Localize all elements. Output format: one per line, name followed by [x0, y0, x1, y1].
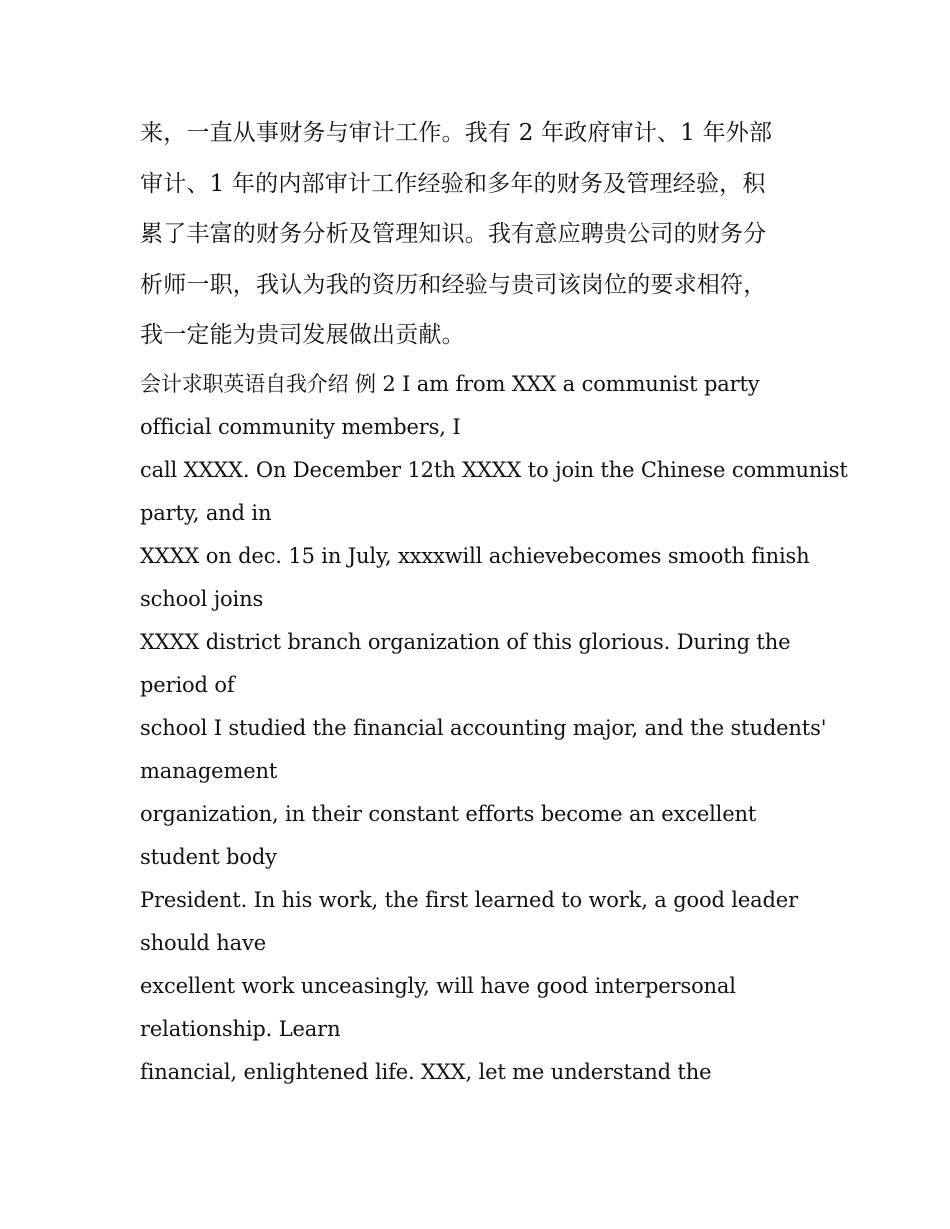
text-line: XXXX district branch organization of this glorious. During the [140, 629, 791, 654]
english-self-introduction [140, 363, 848, 1094]
text-line: student body [140, 844, 277, 869]
text-line: relationship. Learn [140, 1016, 341, 1041]
text-line: should have [140, 930, 266, 955]
text-line: 析师一职，我认为我的资历和经验与贵司该岗位的要求相符， [140, 271, 767, 298]
text-line: school I studied the financial accounting major, and the students' [140, 715, 827, 740]
text-line: 审计、1 年的内部审计工作经验和多年的财务及管理经验，积 [140, 170, 766, 197]
text-line: management [140, 758, 278, 783]
text-line: school joins [140, 586, 264, 611]
text-line: party, and in [140, 500, 272, 525]
text-line: 累了丰富的财务分析及管理知识。我有意应聘贵公司的财务分 [140, 221, 767, 247]
text-line: President. In his work, the first learned to work, a good leader [140, 887, 798, 912]
chinese-paragraph [140, 108, 820, 361]
text-line: period of [140, 672, 235, 697]
text-line: call XXXX. On December 12th XXXX to join the Chinese communist [140, 457, 848, 482]
text-line: financial, enlightened life. XXX, let me understand the [140, 1059, 712, 1084]
text-line: 来，一直从事财务与审计工作。我有 2 年政府审计、1 年外部 [140, 120, 773, 146]
text-line: official community members, I [140, 414, 461, 439]
text-line: excellent work unceasingly, will have good interpersonal [140, 973, 736, 998]
text-line: organization, in their constant efforts become an excellent [140, 801, 757, 826]
text-line: 会计求职英语自我介绍 例 2 I am from XXX a communist party [140, 371, 760, 396]
text-line: XXXX on dec. 15 in July, xxxxwill achievebecomes smooth finish [140, 543, 810, 568]
document-body [140, 108, 848, 1094]
text-line: 我一定能为贵司发展做出贡献。 [140, 322, 465, 348]
